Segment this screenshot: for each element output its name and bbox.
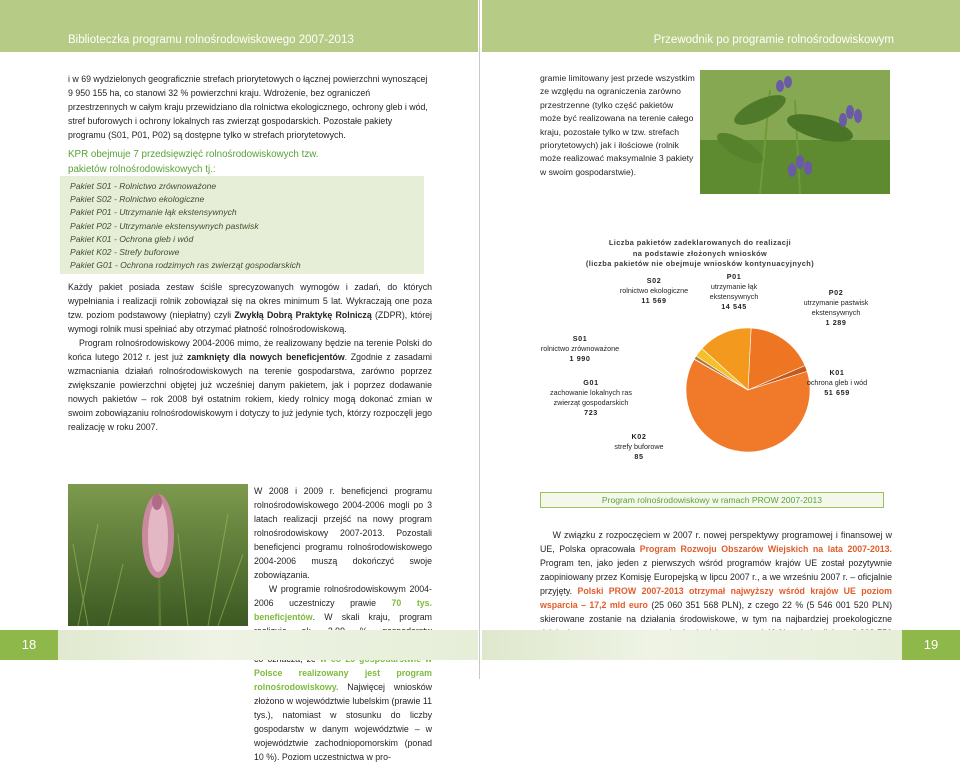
intro-paragraph: i w 69 wydzielonych geograficznie strefach priorytetowych o łącznej powierzchni wynoszącej 9 950 155 ha, co stanowi 32 % powierzchni kraju. Wdrożenie, bez ograniczeń przestrzennych w całym kraju przewidziano dla rolnictwa ekologicznego, ochrony gleb i wód, stref buforowych i ochrony lokalnych ras zwierząt gospodarskich. Pozostałe pakiety programu (S01, P01, P02) są dostępne tylko w strefach priorytetowych. — [68, 74, 428, 140]
page-number-right: 19 — [902, 630, 960, 660]
body-paragraph-requirements: Każdy pakiet posiada zestaw ściśle sprecyzowanych wymogów i zadań, do których wypełniania i realizacji rolnik zobowiązał się na okres minimum 5 lat. Wykraczają one poza tzw. poziom podstawowy (niepłatny) czyli Zwykłą Dobrą Praktykę Rolniczą (ZDPR), której wymogi rolnik musi spełniać aby otrzymać płatność rolnośrodowiskową. Program rolnośrodowiskowy 2004-2006 mimo, że realizowany będzie na terenie Polski do końca lutego 2012 r. jest już zamknięty dla nowych beneficjentów. Zgodnie z zasadami wzmacniania działań rolnośrodowiskowych na terenie gospodarstwa, zarówno poprzez zwiększanie powierzchni objętej już wcześniej danym pakietem, jak i poprzez dodawanie nowych pakietów – rok 2008 był ostatnim rokiem, kiedy rolnicy mogą dokonać zmian w swoim zobowiązaniu rolnośrodowiskowym i dotyczy to już jedynie tych, którzy rozpoczęli jego realizację w roku 2007. — [68, 282, 432, 432]
prow-banner: Program rolnośrodowiskowy w ramach PROW 2007-2013 — [540, 492, 884, 508]
package-item: Pakiet P02 - Utrzymanie ekstensywnych pastwisk — [70, 220, 259, 231]
publication-title: Biblioteczka programu rolnośrodowiskowego 2007-2013 — [68, 34, 354, 46]
slice-label-g01: G01 zachowanie lokalnych ras zwierząt gospodarskich 723 — [550, 378, 632, 417]
footer-band-left — [40, 630, 478, 660]
slice-label-k02: K02 strefy buforowe 85 — [614, 432, 664, 461]
chart-title: Liczba pakietów zadeklarowanych do realizacji na podstawie złożonych wniosków (liczba pakietów nie obejmuje wniosków kontynuacyjnych) — [585, 238, 815, 268]
packages-list — [70, 180, 420, 272]
page-gutter — [479, 0, 480, 679]
package-item: Pakiet G01 - Ochrona rodzimych ras zwierząt gospodarskich — [70, 260, 301, 271]
plant-photo-right — [700, 70, 890, 194]
slice-label-p02: P02 utrzymanie pastwisk ekstensywnych 1 289 — [803, 288, 869, 327]
body-paragraph-participants: W 2008 i 2009 r. beneficjenci programu rolnośrodowiskowego 2004-2006 mogli po 3 latach realizacji przejść na nowy program rolnośrodowiskowy 2007-2013. Pozostali beneficjenci programu rolnośrodowiskowego 2004-2006 muszą dokończyć swoje zobowiązania. W programie rolnośrodowiskowym 2004-2006 uczestniczy prawie 70 tys. beneficjentów. W skali kraju, program Polsce realizowany jest program rolnośrodowiskowy. Najwięcej wniosków złożono w województwie lubelskim (prawie 11 tys.), natomiast w stosunku do liczby gospodarstw w danym województwie – w województwie zachodniopomorskim (ponad 10 %). Poziom uczestnictwa w pro- — [254, 486, 432, 762]
kpr-heading: KPR obejmuje 7 przedsięwzięć rolnośrodowiskowych tzw. pakietów rolnośrodowiskowych tj.: — [68, 149, 319, 175]
header-right — [482, 0, 960, 52]
package-item: Pakiet K02 - Strefy buforowe — [70, 247, 180, 258]
footer-band-right — [482, 630, 902, 660]
guide-title: Przewodnik po programie rolnośrodowiskowym — [653, 34, 894, 46]
slice-label-p01: P01 utrzymanie łąk ekstensywnych 14 545 — [709, 272, 759, 311]
slice-label-s02: S02 rolnictwo ekologiczne 11 569 — [619, 276, 689, 305]
paragraph-limits: gramie limitowany jest przede wszystkim ze względu na ograniczenia zarówno przestrzenne (tylko część pakietów może być realizowana na terenie całego kraju, pozostałe tylko w tzw. strefach priorytetowych) jak i ilościowe (rolnik może realizować maksymalnie 3 pakiety w swoim gospodarstwie). — [540, 73, 695, 177]
slice-label-k01: K01 ochrona gleb i wód 51 659 — [806, 368, 868, 397]
page-number-left: 18 — [0, 630, 58, 660]
plant-photo-left — [68, 484, 248, 626]
package-item: Pakiet S01 - Rolnictwo zrównoważone — [70, 181, 217, 191]
paragraph-prow: W związku z rozpoczęciem w 2007 r. nowej perspektywy programowej i finansowej w UE, Polska opracowała Program Rozwoju Obszarów Wiejskich na lata 2007-2013. Program ten, jako jeden z pierwszych wśród programów krajów UE został pozytywnie zaopiniowany przez Komisję Europejską w lipcu 2007 r., a we wrześniu 2007 r. – oficjalnie przyjęty. Polski PROW 2007-2013 otrzymał najwyższy wśród krajów UE poziom wsparcia – 17,2 mld euro (25 060 351 568 PLN), z czego 22 % (5 546 001 520 PLN) skierowane zostanie na działania środowiskowe, w tym na najbardziej proekologiczne — [540, 530, 892, 624]
package-item: Pakiet P01 - Utrzymanie łąk ekstensywnych — [70, 207, 237, 218]
pie-chart — [530, 268, 880, 476]
slice-label-s01: S01 rolnictwo zrównoważone 1 990 — [540, 334, 620, 363]
header-left — [0, 0, 478, 52]
package-item: Pakiet K01 - Ochrona gleb i wód — [70, 233, 194, 244]
package-item: Pakiet S02 - Rolnictwo ekologiczne — [70, 194, 205, 205]
